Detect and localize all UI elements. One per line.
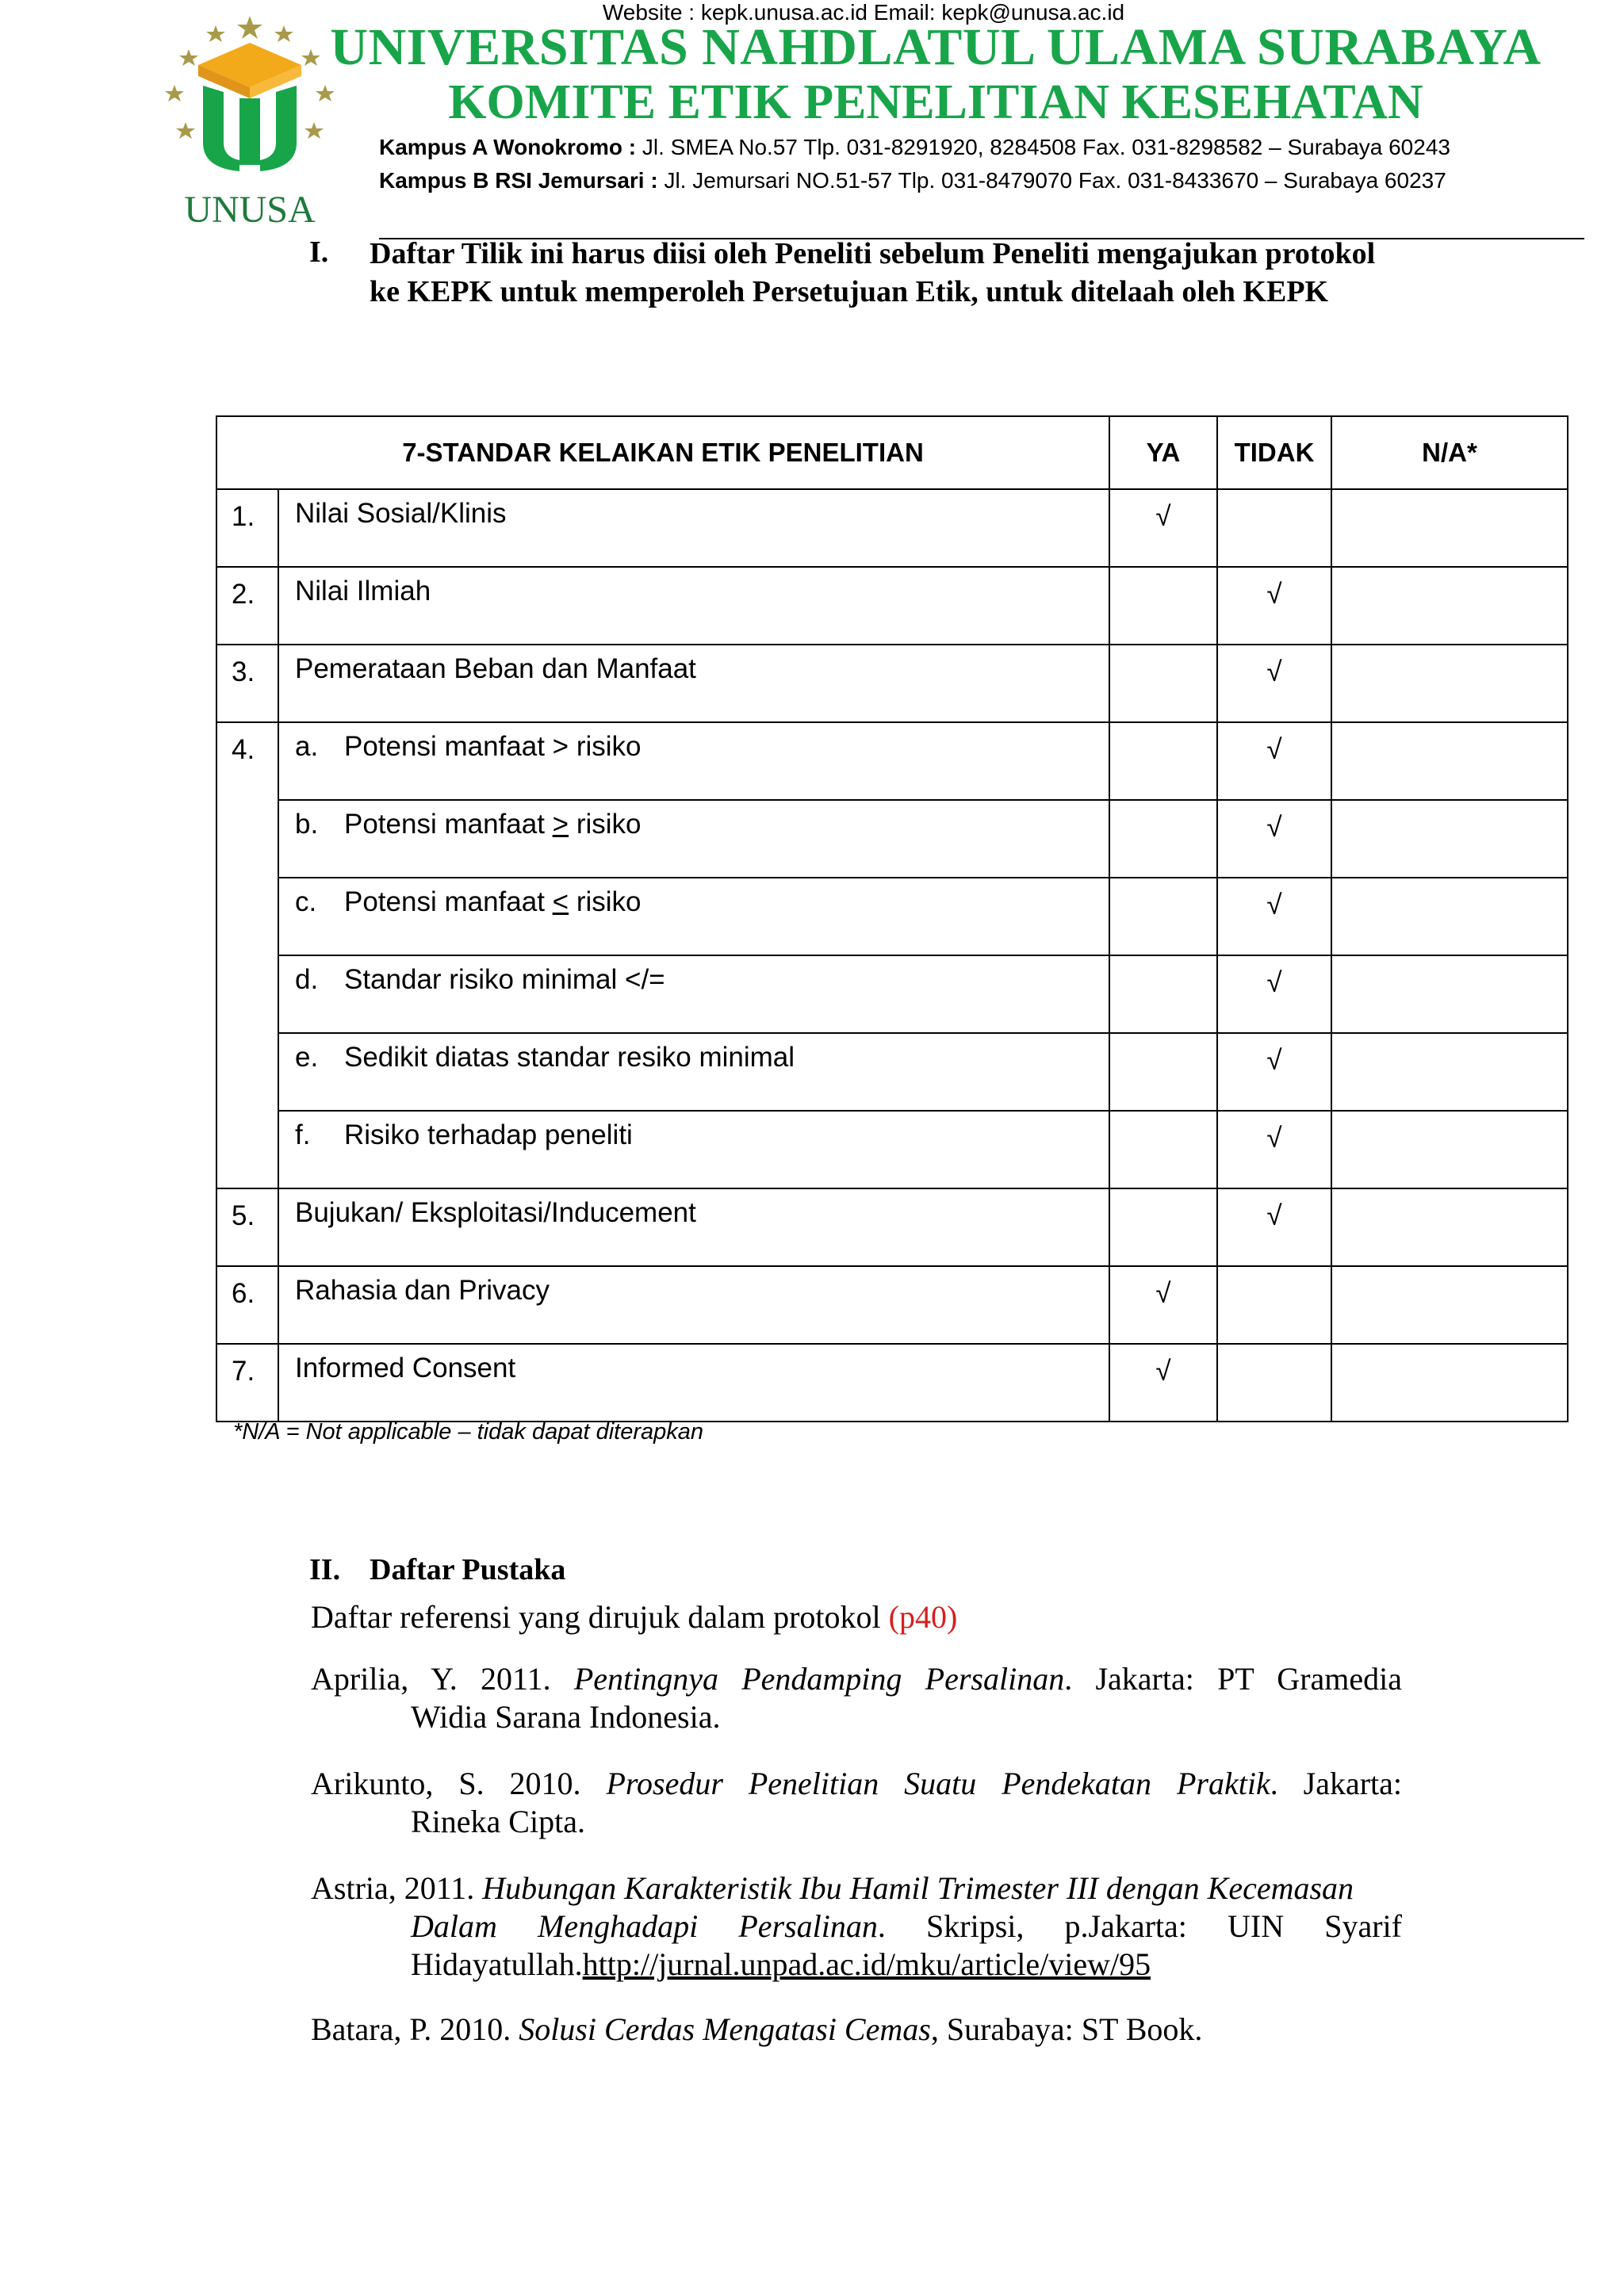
cell-tidak: √	[1217, 722, 1331, 800]
cell-tidak	[1217, 489, 1331, 567]
cell-tidak: √	[1217, 800, 1331, 878]
table-row	[216, 1344, 1568, 1422]
svg-text:UNUSA: UNUSA	[184, 189, 316, 231]
cell-na	[1331, 1266, 1568, 1344]
page-reference: (p40)	[888, 1599, 958, 1635]
cell-tidak: √	[1217, 955, 1331, 1033]
cell-ya: √	[1109, 489, 1217, 567]
header-standard: 7-STANDAR KELAIKAN ETIK PENELITIAN	[216, 416, 1109, 489]
row-label: Informed Consent	[278, 1344, 1109, 1422]
cell-tidak: √	[1217, 645, 1331, 722]
table-row	[216, 1111, 1568, 1188]
subitem-label: a. Potensi manfaat > risiko	[278, 722, 1109, 800]
cell-ya	[1109, 1111, 1217, 1188]
cell-ya	[1109, 1188, 1217, 1266]
reference-item: Aprilia, Y. 2011. Pentingnya Pendamping Persalinan. Jakarta: PT Gramedia Widia Sarana Indonesia.	[311, 1661, 1402, 1735]
cell-ya	[1109, 645, 1217, 722]
cell-ya	[1109, 1033, 1217, 1111]
row-number: 1.	[216, 489, 278, 567]
cell-tidak: √	[1217, 878, 1331, 955]
cell-ya	[1109, 567, 1217, 645]
section-2-intro: Daftar referensi yang dirujuk dalam protokol (p40)	[311, 1599, 958, 1635]
table-row	[216, 800, 1568, 878]
cell-na	[1331, 1188, 1568, 1266]
cell-na	[1331, 800, 1568, 878]
table-row	[216, 645, 1568, 722]
cell-na	[1331, 1033, 1568, 1111]
row-label: Rahasia dan Privacy	[278, 1266, 1109, 1344]
table-row	[216, 567, 1568, 645]
row-number: 5.	[216, 1188, 278, 1266]
reference-item: Astria, 2011. Hubungan Karakteristik Ibu Hamil Trimester III dengan Kecemasan Dalam Menghadapi Persalinan. Skripsi, p.Jakarta: UIN Syarif Hidayatullah.http://jurnal.unpad.ac.id/mku/article/view/95	[311, 1870, 1402, 1982]
cell-na	[1331, 955, 1568, 1033]
row-number: 6.	[216, 1266, 278, 1344]
table-footnote: *N/A = Not applicable – tidak dapat diterapkan	[233, 1419, 703, 1445]
row-label: Nilai Ilmiah	[278, 567, 1109, 645]
cell-ya	[1109, 955, 1217, 1033]
table-row	[216, 955, 1568, 1033]
row-label: Pemerataan Beban dan Manfaat	[278, 645, 1109, 722]
table-header-row	[216, 416, 1568, 489]
row-number: 4.	[216, 722, 278, 1188]
cell-tidak: √	[1217, 1111, 1331, 1188]
cell-ya	[1109, 800, 1217, 878]
cell-na	[1331, 1111, 1568, 1188]
website-email: Website : kepk.unusa.ac.id Email: kepk@unusa.ac.id	[602, 0, 1125, 25]
table-row	[216, 1188, 1568, 1266]
cell-na	[1331, 489, 1568, 567]
section-1-text: Daftar Tilik ini harus diisi oleh Peneliti sebelum Peneliti mengajukan protokol ke KEPK untuk memperoleh Persetujuan Etik, untuk ditelaah oleh KEPK	[370, 237, 1376, 308]
table-row	[216, 489, 1568, 567]
table-row	[216, 878, 1568, 955]
table-row	[216, 1033, 1568, 1111]
campus-b-address: Kampus B RSI Jemursari : Jl. Jemursari NO.51-57 Tlp. 031-8479070 Fax. 031-8433670 – Surabaya 60237	[379, 168, 1446, 193]
cell-ya: √	[1109, 1266, 1217, 1344]
ethics-standards-table	[216, 415, 1568, 1422]
cell-na	[1331, 878, 1568, 955]
section-2-number: II.	[309, 1553, 341, 1586]
table-row	[216, 1266, 1568, 1344]
reference-url-link[interactable]: http://jurnal.unpad.ac.id/mku/article/view/95	[582, 1946, 1151, 1982]
table-row	[216, 722, 1568, 800]
cell-tidak: √	[1217, 1188, 1331, 1266]
header-na: N/A*	[1331, 416, 1568, 489]
subitem-label: e. Sedikit diatas standar resiko minimal	[278, 1033, 1109, 1111]
row-label: Nilai Sosial/Klinis	[278, 489, 1109, 567]
cell-tidak: √	[1217, 567, 1331, 645]
cell-tidak	[1217, 1266, 1331, 1344]
subitem-label: c. Potensi manfaat < risiko	[278, 878, 1109, 955]
cell-na	[1331, 1344, 1568, 1422]
university-name: UNIVERSITAS NAHDLATUL ULAMA SURABAYA	[330, 18, 1542, 76]
header-tidak: TIDAK	[1217, 416, 1331, 489]
row-number: 3.	[216, 645, 278, 722]
header-ya: YA	[1109, 416, 1217, 489]
reference-item: Arikunto, S. 2010. Prosedur Penelitian Suatu Pendekatan Praktik. Jakarta: Rineka Cipta.	[311, 1766, 1403, 1839]
cell-na	[1331, 567, 1568, 645]
cell-ya	[1109, 722, 1217, 800]
cell-na	[1331, 645, 1568, 722]
cell-na	[1331, 722, 1568, 800]
committee-name: KOMITE ETIK PENELITIAN KESEHATAN	[448, 75, 1423, 129]
section-1-number: I.	[309, 235, 329, 269]
subitem-label: f. Risiko terhadap peneliti	[278, 1111, 1109, 1188]
cell-tidak	[1217, 1344, 1331, 1422]
cell-ya: √	[1109, 1344, 1217, 1422]
cell-ya	[1109, 878, 1217, 955]
subitem-label: d. Standar risiko minimal </=	[278, 955, 1109, 1033]
reference-item: Batara, P. 2010. Solusi Cerdas Mengatasi Cemas, Surabaya: ST Book.	[311, 2011, 1203, 2047]
cell-tidak: √	[1217, 1033, 1331, 1111]
row-number: 2.	[216, 567, 278, 645]
section-2-title: Daftar Pustaka	[370, 1553, 566, 1586]
campus-a-address: Kampus A Wonokromo : Jl. SMEA No.57 Tlp. 031-8291920, 8284508 Fax. 031-8298582 – Surabaya 60243	[379, 135, 1450, 159]
row-number: 7.	[216, 1344, 278, 1422]
row-label: Bujukan/ Eksploitasi/Inducement	[278, 1188, 1109, 1266]
subitem-label: b. Potensi manfaat > risiko	[278, 800, 1109, 878]
